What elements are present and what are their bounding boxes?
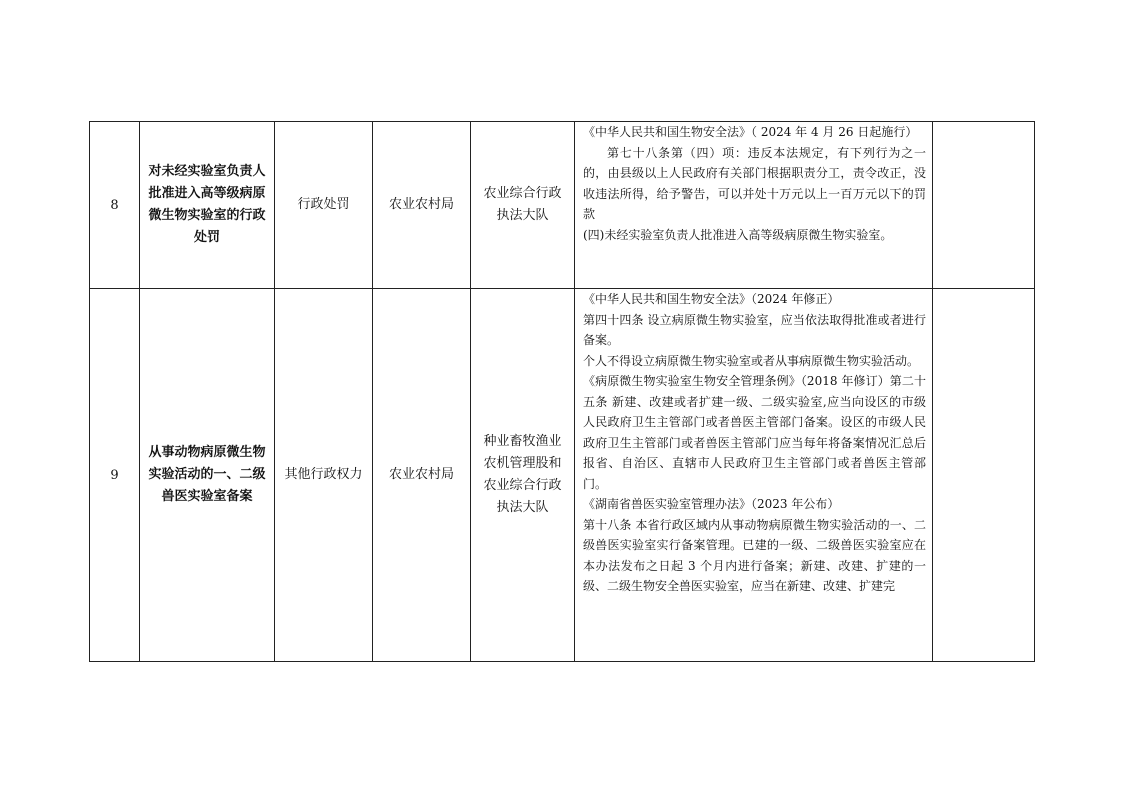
department: 农业农村局 <box>373 289 471 662</box>
basis-line: 《湖南省兽医实验室管理办法》（2023 年公布） <box>583 497 840 511</box>
item-name: 从事动物病原微生物实验活动的一、二级兽医实验室备案 <box>140 289 275 662</box>
basis-line: 第七十八条第（四）项：违反本法规定，有下列行为之一的，由县级以上人民政府有关部门根据职责分工，责令改正，没收违法所得，给予警告，可以并处十万元以上一百万元以下的罚款 <box>583 145 926 221</box>
power-type: 其他行政权力 <box>275 289 373 662</box>
power-list-table <box>89 121 1035 662</box>
remark <box>933 289 1035 662</box>
row-number: 8 <box>90 122 140 289</box>
power-type: 行政处罚 <box>275 122 373 289</box>
row-number: 9 <box>90 289 140 662</box>
legal-basis <box>575 122 933 289</box>
legal-basis <box>575 289 933 662</box>
basis-line: 《病原微生物实验室生物安全管理条例》（2018 年修订）第二十五条 新建、改建或者扩建一级、二级实验室,应当向设区的市级人民政府卫生主管部门或者兽医主管部门备案。设区的市级人民政府卫生主管部门或者兽医主管部门应当每年将备案情况汇总后报省、自治区、直辖市人民政府卫生主管部门或者兽医主管部门。 <box>583 374 926 491</box>
executing-unit: 农业综合行政执法大队 <box>471 122 575 289</box>
executing-unit: 种业畜牧渔业农机管理股和农业综合行政执法大队 <box>471 289 575 662</box>
remark <box>933 122 1035 289</box>
basis-line: 第四十四条 设立病原微生物实验室，应当依法取得批准或者进行备案。 <box>583 312 926 347</box>
basis-line: 《中华人民共和国生物安全法》（ 2024 年 4 月 26 日起施行） <box>583 125 918 139</box>
basis-line: 个人不得设立病原微生物实验室或者从事病原微生物实验活动。 <box>583 353 920 368</box>
basis-line: 第十八条 本省行政区域内从事动物病原微生物实验活动的一、二级兽医实验室实行备案管理。已建的一级、二级兽医实验室应在本办法发布之日起 3 个月内进行备案；新建、改建、扩建的一级、二级生物安全兽医实验室，应当在新建、改建、扩建完 <box>583 517 926 593</box>
table-row <box>90 122 1035 289</box>
basis-line: (四)未经实验室负责人批准进入高等级病原微生物实验室。 <box>583 227 893 242</box>
table-row <box>90 289 1035 662</box>
basis-line: 《中华人民共和国生物安全法》（2024 年修正） <box>583 292 840 306</box>
department: 农业农村局 <box>373 122 471 289</box>
item-name: 对未经实验室负责人批准进入高等级病原微生物实验室的行政处罚 <box>140 122 275 289</box>
